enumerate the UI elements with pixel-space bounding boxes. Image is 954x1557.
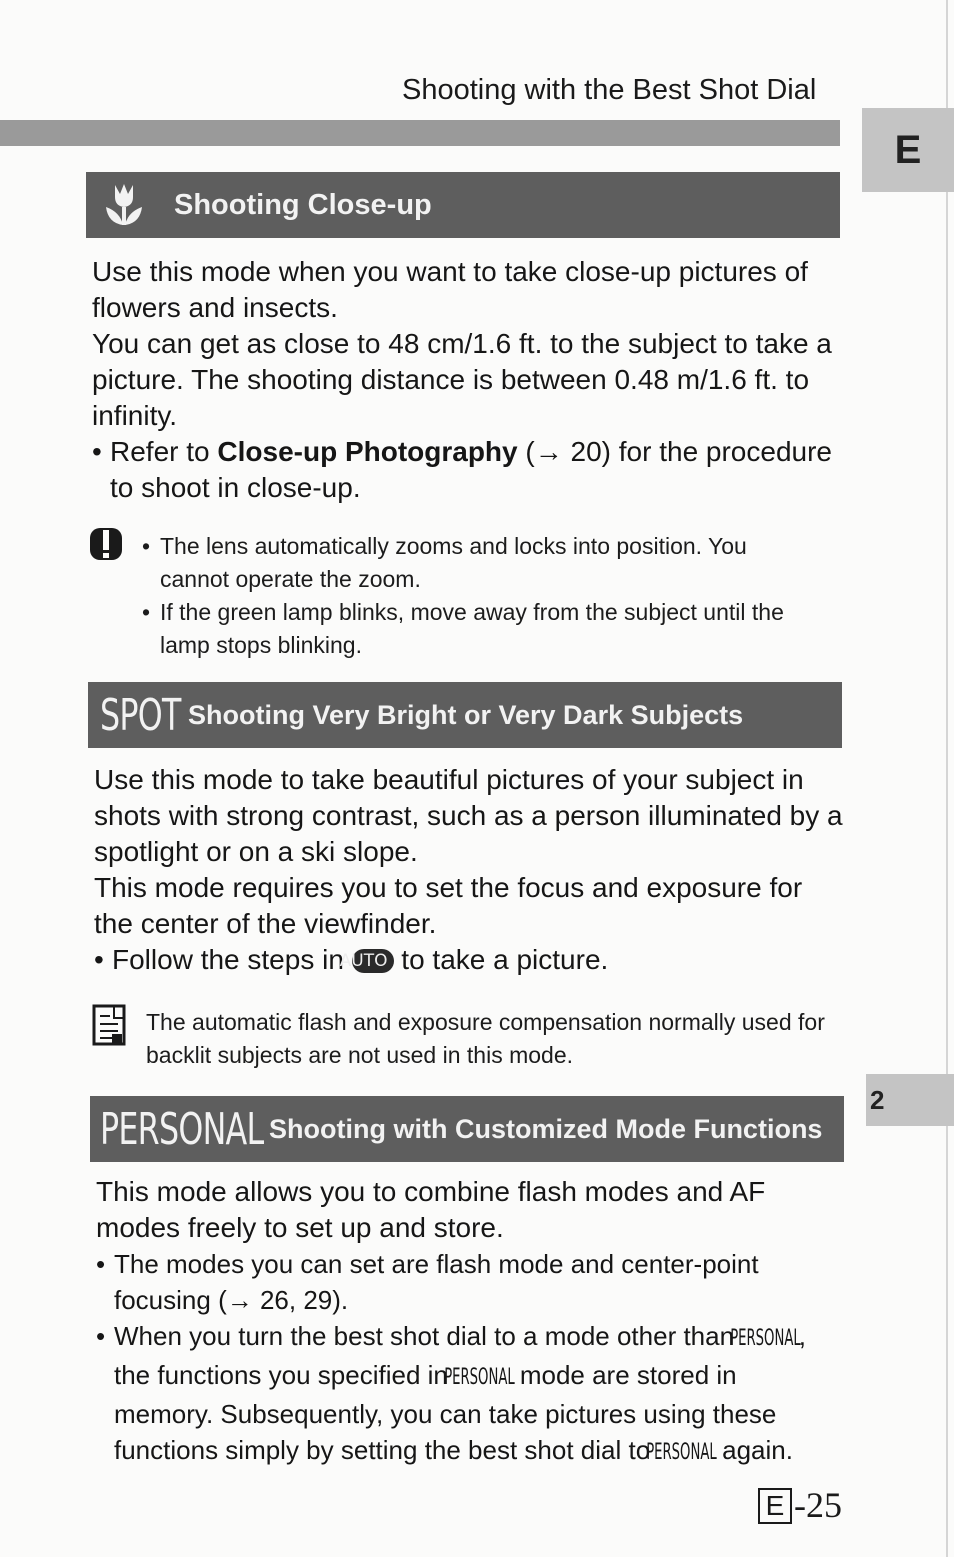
chapter-tab: 2 <box>866 1074 954 1126</box>
spot-mode-label: SPOT <box>100 689 181 741</box>
bullet-item: • When you turn the best shot dial to a mode other than PERSONAL, the functions you specified in PERSONAL mode are stored in memory. Subsequently, you can take pictures using these functions simply by setting the best shot dial to PERSONAL again. <box>96 1318 838 1471</box>
note-item: • The lens automatically zooms and locks into position. You cannot operate the zoom. <box>142 533 747 592</box>
bullet-text: Refer to <box>110 436 218 467</box>
page-section-box: E <box>758 1488 792 1524</box>
bullet-text: Follow the steps in <box>112 944 352 975</box>
section-title-close-up: Shooting Close-up <box>174 188 432 221</box>
paragraph: Use this mode to take beautiful pictures of your subject in shots with strong contrast, such as a person illuminated by a spotlight or on a ski slope. <box>94 764 843 867</box>
spot-body <box>94 762 844 978</box>
close-up-body <box>92 254 832 506</box>
note-text: The lens automatically zooms and locks into position. You cannot operate the zoom. <box>160 533 747 592</box>
bullet-text: again. <box>714 1435 793 1465</box>
section-banner-personal <box>90 1096 844 1162</box>
note-text: If the green lamp blinks, move away from the subject until the lamp stops blinking. <box>160 599 784 658</box>
page-header-title: Shooting with the Best Shot Dial <box>402 74 817 106</box>
paragraph: You can get as close to 48 cm/1.6 ft. to the subject to take a picture. The shooting distance is between 0.48 m/1.6 ft. to infinity. <box>92 328 832 431</box>
paragraph: This mode allows you to combine flash modes and AF modes freely to set up and store. <box>96 1176 766 1243</box>
section-title-personal: Shooting with Customized Mode Functions <box>269 1113 823 1144</box>
bullet-text: The modes you can set are flash mode and center-point focusing (→ 26, 29). <box>114 1249 759 1315</box>
bold-reference: Close-up Photography <box>217 436 518 467</box>
note-item: • If the green lamp blinks, move away from the subject until the lamp stops blinking. <box>142 599 784 658</box>
paragraph: Use this mode when you want to take close-up pictures of flowers and insects. <box>92 256 808 323</box>
bullet-item: • The modes you can set are flash mode and center-point focusing (→ 26, 29). <box>96 1249 759 1315</box>
memo-note: The automatic flash and exposure compensation normally used for backlit subjects are not used in this mode. <box>146 1009 825 1068</box>
paragraph: This mode requires you to set the focus and exposure for the center of the viewfinder. <box>94 872 803 939</box>
personal-mode-inline: PERSONAL <box>646 1440 718 1465</box>
personal-mode-inline: PERSONAL <box>730 1326 801 1351</box>
page-number-value: -25 <box>794 1485 842 1525</box>
personal-mode-label: PERSONAL <box>100 1103 264 1155</box>
caution-notes <box>142 530 802 662</box>
memo-icon <box>92 1004 126 1048</box>
page-edge <box>946 0 948 1557</box>
bullet-item: • Follow the steps in AUTO to take a picture. <box>94 944 609 975</box>
bullet-item: • Refer to Close-up Photography (→ 20) for the procedure to shoot in close-up. <box>92 436 832 503</box>
language-tab: E <box>862 108 954 192</box>
bullet-text: to take a picture. <box>393 944 609 975</box>
page-number <box>758 1484 842 1526</box>
header-rule <box>0 120 840 146</box>
auto-mode-icon: AUTO <box>352 949 394 973</box>
flower-macro-icon <box>98 179 150 231</box>
personal-body <box>96 1174 838 1471</box>
bullet-text: mode are stored in memory. Subsequently, you can take pictures using these functions simply by setting the best shot dial to <box>114 1360 777 1465</box>
bullet-text: (→ 20) for the procedure to shoot in close-up. <box>110 436 832 503</box>
section-title-spot: Shooting Very Bright or Very Dark Subjects <box>187 699 744 730</box>
caution-icon <box>88 526 124 562</box>
bullet-text: When you turn the best shot dial to a mode other than <box>114 1321 742 1351</box>
section-banner-spot <box>88 682 842 748</box>
bullet-text: , the functions you specified in <box>114 1321 807 1390</box>
personal-mode-inline: PERSONAL <box>444 1365 515 1390</box>
section-banner-close-up <box>86 172 840 238</box>
